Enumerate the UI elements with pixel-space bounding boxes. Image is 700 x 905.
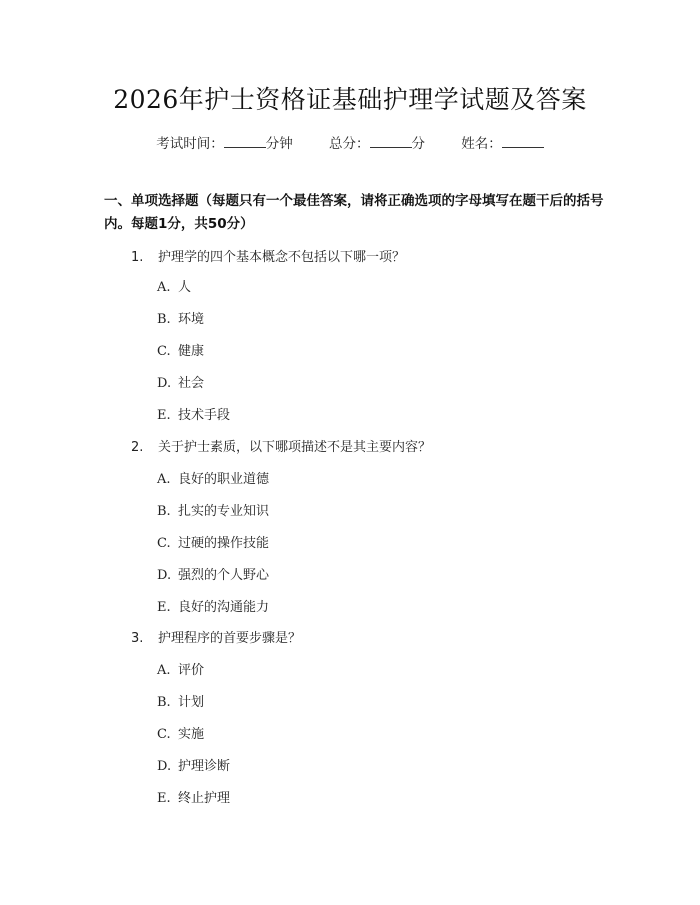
option-text: 社会 <box>178 376 205 391</box>
total-score-blank <box>370 135 412 148</box>
option-letter: A. <box>157 663 171 678</box>
option-text: 人 <box>178 280 192 295</box>
question-text: 护理学的四个基本概念不包括以下哪一项？ <box>158 250 406 265</box>
name-label: 姓名： <box>461 136 502 152</box>
option-letter: E. <box>157 408 171 423</box>
option-letter: A. <box>157 472 171 487</box>
option-letter: A. <box>157 280 171 295</box>
page-title: 2026年护士资格证基础护理学试题及答案 <box>113 85 587 114</box>
question-number: 3. <box>131 631 144 646</box>
question-1 <box>131 246 405 265</box>
exam-info-line <box>0 132 700 152</box>
name-blank <box>502 135 544 148</box>
option-2e <box>157 596 269 615</box>
option-text: 健康 <box>178 344 205 359</box>
option-letter: D. <box>157 376 172 391</box>
option-1a <box>157 276 191 295</box>
exam-time-field <box>156 132 293 152</box>
option-text: 评价 <box>178 663 205 678</box>
option-1b <box>157 308 204 327</box>
option-letter: B. <box>157 312 171 327</box>
option-text: 护理诊断 <box>178 759 231 774</box>
option-text: 计划 <box>178 695 205 710</box>
option-1e <box>157 404 230 423</box>
question-3 <box>131 627 301 646</box>
option-letter: B. <box>157 695 171 710</box>
option-3b <box>157 691 204 710</box>
option-text: 良好的沟通能力 <box>178 600 270 615</box>
question-text: 护理程序的首要步骤是？ <box>158 631 302 646</box>
option-3a <box>157 659 204 678</box>
option-text: 实施 <box>178 727 205 742</box>
total-score-field <box>329 132 425 152</box>
option-3d <box>157 755 230 774</box>
exam-time-unit: 分钟 <box>265 136 293 152</box>
question-2 <box>131 436 431 455</box>
option-2d <box>157 564 269 583</box>
option-1d <box>157 372 204 391</box>
section-heading: 一、单项选择题（每题只有一个最佳答案，请将正确选项的字母填写在题干后的括号内。每题1分，共50分） <box>104 193 604 232</box>
question-number: 2. <box>131 440 144 455</box>
total-score-label: 总分： <box>329 136 370 152</box>
option-letter: C. <box>157 727 171 742</box>
exam-time-blank <box>224 135 266 148</box>
option-1c <box>157 340 204 359</box>
option-text: 技术手段 <box>178 408 231 423</box>
option-letter: D. <box>157 568 172 583</box>
option-2b <box>157 500 269 519</box>
option-text: 终止护理 <box>178 791 231 806</box>
option-letter: B. <box>157 504 171 519</box>
option-2a <box>157 468 269 487</box>
option-letter: E. <box>157 791 171 806</box>
option-text: 强烈的个人野心 <box>178 568 270 583</box>
total-score-unit: 分 <box>411 136 425 152</box>
option-2c <box>157 532 269 551</box>
question-text: 关于护士素质，以下哪项描述不是其主要内容？ <box>158 440 432 455</box>
option-letter: E. <box>157 600 171 615</box>
option-letter: C. <box>157 536 171 551</box>
question-number: 1. <box>131 250 144 265</box>
option-letter: C. <box>157 344 171 359</box>
option-text: 过硬的操作技能 <box>178 536 270 551</box>
option-text: 环境 <box>178 312 205 327</box>
option-letter: D. <box>157 759 172 774</box>
option-3e <box>157 787 230 806</box>
option-text: 良好的职业道德 <box>178 472 270 487</box>
exam-time-label: 考试时间： <box>156 136 224 152</box>
option-3c <box>157 723 204 742</box>
option-text: 扎实的专业知识 <box>178 504 270 519</box>
name-field <box>461 132 544 152</box>
